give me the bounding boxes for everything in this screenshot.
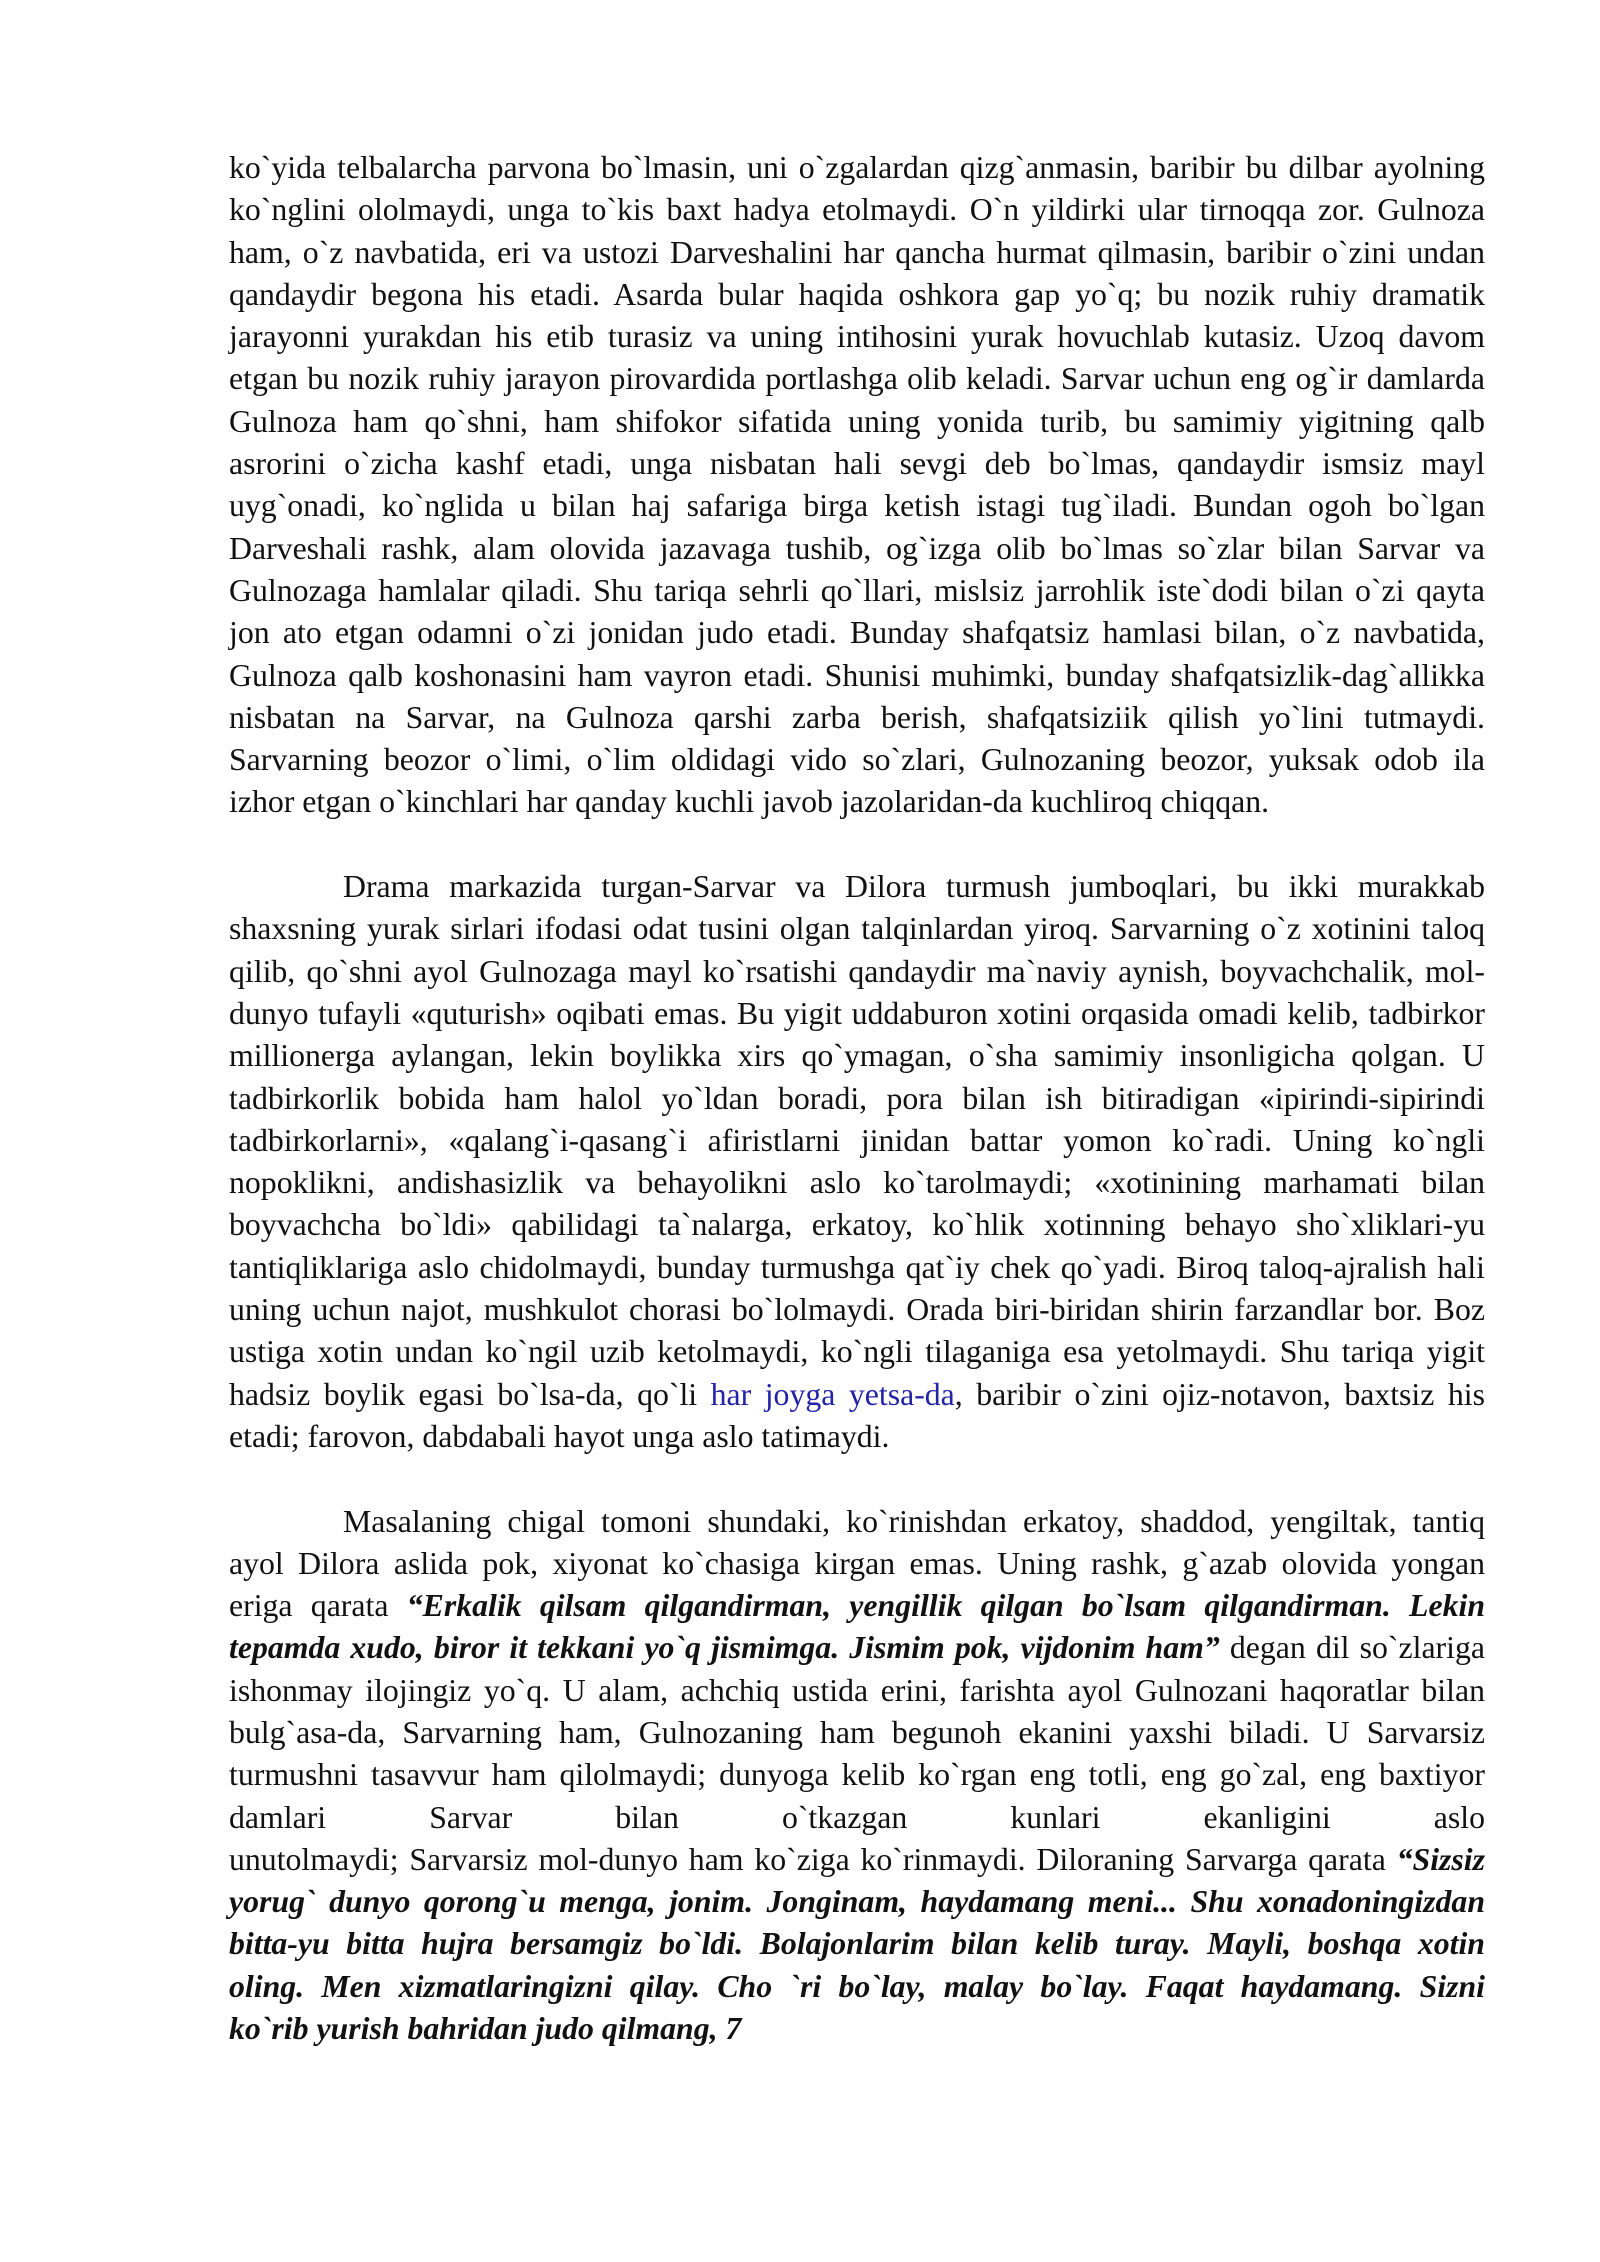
- continued-paragraph: [229, 147, 1485, 824]
- text-line: qilib, qo`shni ayol Gulnozaga mayl ko`rsatishi qandaydir ma`naviy aynish, boyvachchalik, mol-: [229, 953, 1485, 989]
- blue-text-run: har joyga yetsa-da: [710, 1376, 955, 1412]
- text-line: turmushni tasavvur ham qilolmaydi; dunyoga kelib ko`rgan eng totli, eng go`zal, eng baxtiyor: [229, 1757, 1485, 1793]
- text-line: [229, 1966, 1485, 2008]
- bold-italic-quote: bitta-yu bitta hujra bersamgiz bo`ldi. Bolajonlarim bilan kelib turay. Mayli, boshqa xotin: [229, 1926, 1485, 1962]
- text-line: asrorini o`zicha kashf etadi, unga nisbatan hali sevgi deb bo`lmas, qandaydir ismsiz mayl: [229, 446, 1485, 482]
- text-run: hadsiz boylik egasi bo`lsa-da, qo`li: [229, 1376, 711, 1412]
- text-line: [229, 1881, 1485, 1923]
- text-line: boyvachcha bo`ldi» qabilidagi ta`nalarga, erkatoy, ko`hlik xotinning behayo sho`xliklari-yu: [229, 1207, 1485, 1243]
- text-line: Drama markazida turgan-Sarvar va Dilora turmush jumboqlari, bu ikki murakkab: [343, 869, 1485, 905]
- text-line: Darveshali rashk, alam olovida jazavaga tushib, og`izga olib bo`lmas so`zlar bilan Sarvar va: [229, 530, 1485, 566]
- text-line: Gulnoza ham qo`shni, ham shifokor sifatida uning yonida turib, bu samimiy yigitning qalb: [229, 403, 1485, 439]
- text-line: etgan bu nozik ruhiy jarayon pirovardida portlashga olib keladi. Sarvar uchun eng og`ir damlarda: [229, 361, 1485, 397]
- bold-italic-quote: “Sizsiz: [1396, 1841, 1485, 1877]
- text-line: Masalaning chigal tomoni shundaki, ko`rinishdan erkatoy, shaddod, yengiltak, tantiq: [343, 1503, 1485, 1539]
- text-line: [229, 2008, 1485, 2050]
- text-line: [229, 1839, 1485, 1881]
- text-line: nopoklikni, andishasizlik va behayolikni aslo ko`tarolmaydi; «xotinining marhamati bilan: [229, 1165, 1485, 1201]
- bold-italic-quote: yorug` dunyo qorong`u menga, jonim. Jonginam, haydamang meni... Shu xonadoningizdan: [229, 1884, 1485, 1920]
- text-line: [229, 1374, 1485, 1416]
- bold-italic-quote: ko`rib yurish bahridan judo qilmang, 7: [229, 2011, 742, 2047]
- text-line: [229, 1627, 1485, 1669]
- text-line: millionerga aylangan, lekin boylikka xirs qo`ymagan, o`sha samimiy insonligicha qolgan. U: [229, 1038, 1485, 1074]
- text-line: uning uchun najot, mushkulot chorasi bo`lolmaydi. Orada biri-biridan shirin farzandlar bor. Boz: [229, 1292, 1485, 1328]
- text-line: tadbirkorlik bobida ham halol yo`ldan boradi, pora bilan ish bitiradigan «ipirindi-sipirindi: [229, 1080, 1485, 1116]
- text-line: shaxsning yurak sirlari ifodasi odat tusini olgan talqinlardan yiroq. Sarvarning o`z xotinini taloq: [229, 911, 1485, 947]
- paragraph: [229, 866, 1485, 1458]
- text-line: [229, 1923, 1485, 1965]
- text-line: ishonmay ilojingiz yo`q. U alam, achchiq ustida erini, farishta ayol Gulnozani haqoratlar bilan: [229, 1672, 1485, 1708]
- text-line: uyg`onadi, ko`nglida u bilan haj safariga birga ketish istagi tug`iladi. Bundan ogoh bo`lgan: [229, 488, 1485, 524]
- text-line: tadbirkorlarni», «qalang`i-qasang`i afiristlarni jinidan battar yomon ko`radi. Uning ko`ngli: [229, 1122, 1485, 1158]
- text-line: ko`nglini ololmaydi, unga to`kis baxt hadya etolmaydi. O`n yildirki ular tirnoqqa zor. Gulnoza: [229, 192, 1485, 228]
- text-line: [229, 1585, 1485, 1627]
- bold-italic-quote: tepamda xudo, biror it tekkani yo`q jismimga. Jismim pok, vijdonim ham”: [229, 1630, 1220, 1666]
- text-line: tantiqliklariga aslo chidolmaydi, bunday turmushga qat`iy chek qo`yadi. Biroq taloq-ajralish hali: [229, 1249, 1485, 1285]
- text-line: jarayonni yurakdan his etib turasiz va uning intihosini yurak hovuchlab kutasiz. Uzoq davom: [229, 319, 1485, 355]
- text-line: etadi; farovon, dabdabali hayot unga aslo tatimaydi.: [229, 1418, 890, 1454]
- text-line: ayol Dilora aslida pok, xiyonat ko`chasiga kirgan emas. Uning rashk, g`azab olovida yongan: [229, 1545, 1485, 1581]
- bold-italic-quote: oling. Men xizmatlaringizni qilay. Cho `ri bo`lay, malay bo`lay. Faqat haydamang. Sizni: [229, 1968, 1485, 2004]
- paragraph: [229, 1501, 1485, 2051]
- text-run: , baribir o`zini ojiz-notavon, baxtsiz his: [954, 1376, 1485, 1412]
- text-line: dunyo tufayli «quturish» oqibati emas. Bu yigit uddaburon xotini orqasida omadi kelib, tadbirkor: [229, 995, 1485, 1031]
- text-line: Gulnozaga hamlalar qiladi. Shu tariqa sehrli qo`llari, mislsiz jarrohlik iste`dodi bilan o`zi qayta: [229, 572, 1485, 608]
- text-line: ustiga xotin undan ko`ngil uzib ketolmaydi, ko`ngli tilaganiga esa yetolmaydi. Shu tariqa yigit: [229, 1334, 1485, 1370]
- text-line: damlari Sarvar bilan o`tkazgan kunlari ekanligini aslo: [229, 1799, 1485, 1835]
- text-line: izhor etgan o`kinchlari har qanday kuchli javob jazolaridan-da kuchliroq chiqqan.: [229, 784, 1270, 820]
- text-run: degan dil so`zlariga: [1219, 1630, 1485, 1666]
- text-line: Gulnoza qalb koshonasini ham vayron etadi. Shunisi muhimki, bunday shafqatsizlik-dag`allikka: [229, 657, 1485, 693]
- text-line: ham, o`z navbatida, eri va ustozi Darveshalini har qancha hurmat qilmasin, baribir o`zini undan: [229, 234, 1485, 270]
- text-line: ko`yida telbalarcha parvona bo`lmasin, uni o`zgalardan qizg`anmasin, baribir bu dilbar ayolning: [229, 150, 1485, 185]
- document-body: [229, 147, 1485, 2050]
- bold-italic-quote: “Erkalik qilsam qilgandirman, yengillik qilgan bo`lsam qilgandirman. Lekin: [406, 1588, 1485, 1624]
- text-run: eriga qarata: [229, 1588, 407, 1624]
- text-line: jon ato etgan odamni o`zi jonidan judo etadi. Bunday shafqatsiz hamlasi bilan, o`z navbatida,: [229, 615, 1485, 651]
- text-line: nisbatan na Sarvar, na Gulnoza qarshi zarba berish, shafqatsiziik qilish yo`lini tutmaydi.: [229, 699, 1485, 735]
- text-run: unutolmaydi; Sarvarsiz mol-dunyo ham ko`ziga ko`rinmaydi. Diloraning Sarvarga qarata: [229, 1841, 1397, 1877]
- text-line: bulg`asa-da, Sarvarning ham, Gulnozaning ham begunoh ekanini yaxshi biladi. U Sarvarsiz: [229, 1714, 1485, 1750]
- text-line: Sarvarning beozor o`limi, o`lim oldidagi vido so`zlari, Gulnozaning beozor, yuksak odob ila: [229, 742, 1485, 778]
- text-line: qandaydir begona his etadi. Asarda bular haqida oshkora gap yo`q; bu nozik ruhiy dramatik: [229, 276, 1485, 312]
